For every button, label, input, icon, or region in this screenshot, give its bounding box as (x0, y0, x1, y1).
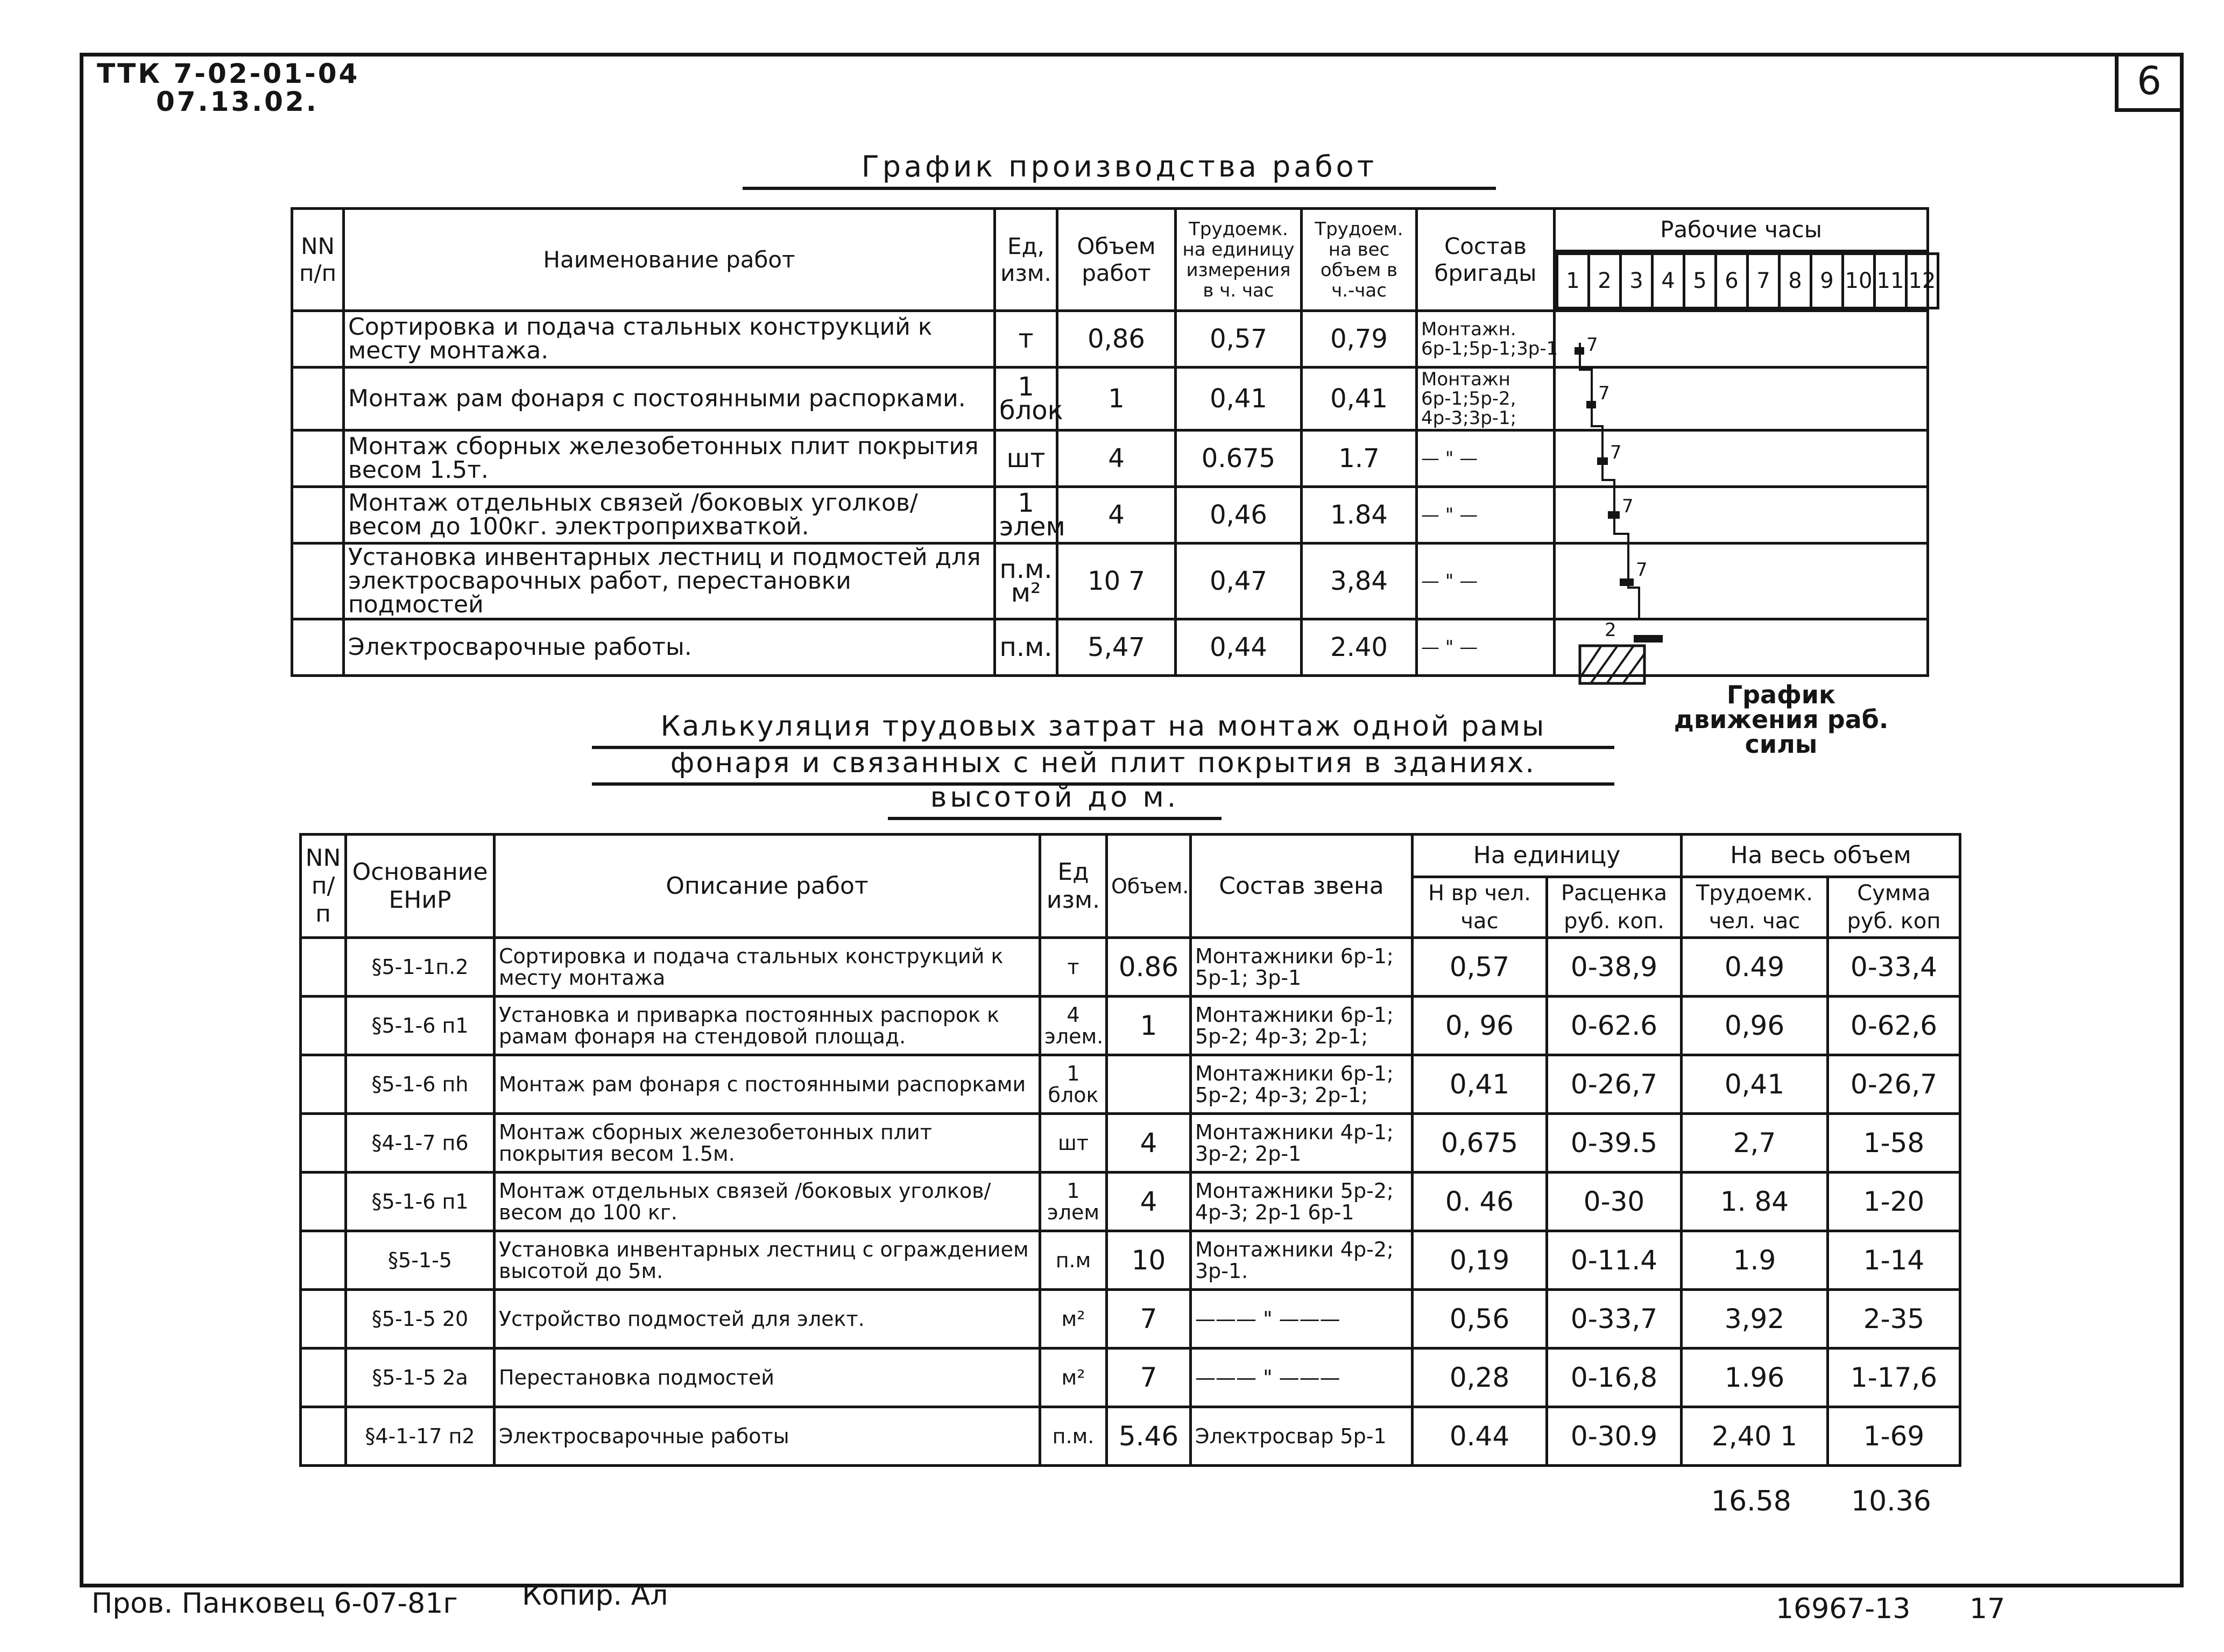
volume: 7 (1107, 1349, 1191, 1407)
calc-col-per-unit: На единицу (1413, 835, 1682, 877)
gantt-chart (1575, 319, 1926, 663)
unit: м² (1040, 1349, 1107, 1407)
hour-4: 4 (1653, 254, 1684, 308)
labor-total: 1.96 (1682, 1349, 1828, 1407)
volume (1107, 1055, 1191, 1114)
sum-total: 1-14 (1828, 1231, 1960, 1290)
unit: п.м. (1040, 1407, 1107, 1466)
schedule-title: График производства работ (743, 150, 1496, 190)
work-name: Электросварочные работы. (344, 619, 995, 676)
gantt-label-6: 2 (1605, 619, 1616, 641)
gantt-label-4: 7 (1622, 496, 1634, 517)
unit: 1 блок (995, 368, 1057, 430)
labor-per-unit: 0,46 (1176, 487, 1302, 543)
basis: §4-1-17 п2 (346, 1407, 495, 1466)
labor-per-unit: 0,41 (1176, 368, 1302, 430)
calc-row (301, 1055, 1960, 1114)
crew: Монтажн. 6р-1;5р-1;3р-1 (1417, 311, 1555, 368)
gantt-label-1: 7 (1586, 334, 1598, 356)
calc-title-3: высотой до м. (888, 781, 1222, 820)
work-name: Монтаж сборных железобетонных плит покрытия весом 1.5т. (344, 430, 995, 487)
col-volume: Объем работ (1057, 209, 1176, 311)
calc-table (299, 833, 1961, 1467)
volume: 1 (1107, 997, 1191, 1055)
crew: ——— " ——— (1191, 1290, 1413, 1349)
work-description: Установка и приварка постоянных распорок к рамам фонаря на стендовой площад. (495, 997, 1040, 1055)
crew: Монтажники 6р-1; 5р-2; 4р-3; 2р-1; (1191, 997, 1413, 1055)
calc-row (301, 997, 1960, 1055)
crew: Монтажники 5р-2; 4р-3; 2р-1 6р-1 (1191, 1173, 1413, 1231)
volume: 0,86 (1057, 311, 1176, 368)
crew: — " — (1417, 543, 1555, 619)
volume: 5.46 (1107, 1407, 1191, 1466)
rate: 0-38,9 (1547, 938, 1682, 997)
col-unit: Ед, изм. (995, 209, 1057, 311)
unit: шт (1040, 1114, 1107, 1173)
norm-time: 0,56 (1413, 1290, 1547, 1349)
volume: 4 (1057, 487, 1176, 543)
volume: 10 (1107, 1231, 1191, 1290)
col-hours: Рабочие часы (1555, 209, 1928, 251)
calc-col-rate: Расценка руб. коп. (1547, 877, 1682, 938)
volume: 5,47 (1057, 619, 1176, 676)
crew: Монтажники 4р-1; 3р-2; 2р-1 (1191, 1114, 1413, 1173)
rate: 0-39.5 (1547, 1114, 1682, 1173)
total-labor: 16.58 (1711, 1485, 1791, 1517)
unit: шт (995, 430, 1057, 487)
sum-total: 1-20 (1828, 1173, 1960, 1231)
calc-col-nn: NN п/п (301, 835, 346, 938)
row-number (301, 1407, 346, 1466)
labor-total: 0,96 (1682, 997, 1828, 1055)
unit: 1 блок (1040, 1055, 1107, 1114)
norm-time: 0,675 (1413, 1114, 1547, 1173)
norm-time: 0, 96 (1413, 997, 1547, 1055)
basis: §5-1-6 п1 (346, 1173, 495, 1231)
row-number (292, 487, 344, 543)
labor-total: 1.9 (1682, 1231, 1828, 1290)
crew: Монтажн 6р-1;5р-2, 4р-3;3р-1; (1417, 368, 1555, 430)
copied-signature: Копир. Ал (522, 1579, 668, 1612)
crew: Монтажники 6р-1; 5р-2; 4р-3; 2р-1; (1191, 1055, 1413, 1114)
work-description: Перестановка подмостей (495, 1349, 1040, 1407)
calc-row (301, 1173, 1960, 1231)
col-nn: NN п/п (292, 209, 344, 311)
gantt-label-5: 7 (1636, 559, 1648, 581)
labor-total: 2,7 (1682, 1114, 1828, 1173)
labor-total: 2,40 1 (1682, 1407, 1828, 1466)
calc-col-basis: Основание ЕНиР (346, 835, 495, 938)
hour-3: 3 (1621, 254, 1653, 308)
col-labor-total: Трудоем. на вес объем в ч.-час (1302, 209, 1417, 311)
rate: 0-16,8 (1547, 1349, 1682, 1407)
row-number (292, 619, 344, 676)
sheet-number: 6 (2115, 53, 2184, 112)
volume: 7 (1107, 1290, 1191, 1349)
calc-col-unit: Ед изм. (1040, 835, 1107, 938)
work-name: Установка инвентарных лестниц и подмостей для электросварочных работ, перестановки подмостей (344, 543, 995, 619)
unit: т (995, 311, 1057, 368)
volume: 4 (1107, 1114, 1191, 1173)
rate: 0-62.6 (1547, 997, 1682, 1055)
calc-row (301, 1290, 1960, 1349)
checked-signature: Пров. Панковец 6-07-81г (91, 1587, 458, 1620)
unit: 4 элем. (1040, 997, 1107, 1055)
row-number (301, 1114, 346, 1173)
hour-8: 8 (1780, 254, 1811, 308)
work-description: Монтаж сборных железобетонных плит покрытия весом 1.5м. (495, 1114, 1040, 1173)
calc-row (301, 1114, 1960, 1173)
labor-force-chart (1575, 635, 1671, 694)
basis: §5-1-5 (346, 1231, 495, 1290)
labor-per-unit: 0,47 (1176, 543, 1302, 619)
unit: 1 элем (1040, 1173, 1107, 1231)
doc-code: ТТК 7-02-01-04 (97, 58, 360, 89)
work-description: Установка инвентарных лестниц с ограждением высотой до 5м. (495, 1231, 1040, 1290)
norm-time: 0,28 (1413, 1349, 1547, 1407)
norm-time: 0.44 (1413, 1407, 1547, 1466)
norm-time: 0,41 (1413, 1055, 1547, 1114)
labor-per-unit: 0,57 (1176, 311, 1302, 368)
sum-total: 1-58 (1828, 1114, 1960, 1173)
calc-col-labor: Трудоемк. чел. час (1682, 877, 1828, 938)
labor-per-unit: 0.675 (1176, 430, 1302, 487)
hour-9: 9 (1811, 254, 1843, 308)
labor-total: 1.84 (1302, 487, 1417, 543)
row-number (292, 430, 344, 487)
basis: §4-1-7 п6 (346, 1114, 495, 1173)
hour-12: 12 (1907, 254, 1938, 308)
rate: 0-11.4 (1547, 1231, 1682, 1290)
rate: 0-33,7 (1547, 1290, 1682, 1349)
page-number: 17 (1969, 1593, 2006, 1625)
basis: §5-1-6 пh (346, 1055, 495, 1114)
total-sum: 10.36 (1851, 1485, 1931, 1517)
crew: Электросвар 5р-1 (1191, 1407, 1413, 1466)
rate: 0-30.9 (1547, 1407, 1682, 1466)
calc-col-desc: Описание работ (495, 835, 1040, 938)
row-number (301, 1290, 346, 1349)
labor-per-unit: 0,44 (1176, 619, 1302, 676)
calc-col-crew: Состав звена (1191, 835, 1413, 938)
crew: Монтажники 6р-1; 5р-1; 3р-1 (1191, 938, 1413, 997)
labor-total: 0,41 (1682, 1055, 1828, 1114)
sum-total: 1-17,6 (1828, 1349, 1960, 1407)
calc-row (301, 1231, 1960, 1290)
calc-row (301, 1349, 1960, 1407)
row-number (301, 1349, 346, 1407)
row-number (292, 368, 344, 430)
basis: §5-1-1п.2 (346, 938, 495, 997)
volume: 4 (1057, 430, 1176, 487)
hour-11: 11 (1875, 254, 1907, 308)
norm-time: 0,57 (1413, 938, 1547, 997)
doc-date: 07.13.02. (156, 86, 319, 117)
work-description: Монтаж рам фонаря с постоянными распорками (495, 1055, 1040, 1114)
basis: §5-1-6 п1 (346, 997, 495, 1055)
unit: п.м. (995, 619, 1057, 676)
crew: ——— " ——— (1191, 1349, 1413, 1407)
calc-title-2: фонаря и связанных с ней плит покрытия в зданиях. (592, 747, 1614, 786)
volume: 10 7 (1057, 543, 1176, 619)
col-name: Наименование работ (344, 209, 995, 311)
calc-title-1: Калькуляция трудовых затрат на монтаж одной рамы (592, 710, 1614, 749)
unit: п.м (1040, 1231, 1107, 1290)
calc-row (301, 1407, 1960, 1466)
basis: §5-1-5 20 (346, 1290, 495, 1349)
row-number (292, 543, 344, 619)
crew: Монтажники 4р-2; 3р-1. (1191, 1231, 1413, 1290)
row-number (301, 938, 346, 997)
calc-col-per-total: На весь объем (1682, 835, 1960, 877)
row-number (301, 1173, 346, 1231)
labor-total: 1.7 (1302, 430, 1417, 487)
row-number (301, 1055, 346, 1114)
col-crew: Состав бригады (1417, 209, 1555, 311)
labor-chart-caption: График движения раб. силы (1674, 680, 1889, 759)
calc-col-sum: Сумма руб. коп (1828, 877, 1960, 938)
hour-7: 7 (1748, 254, 1780, 308)
hour-2: 2 (1589, 254, 1621, 308)
work-description: Электросварочные работы (495, 1407, 1040, 1466)
work-description: Устройство подмостей для элект. (495, 1290, 1040, 1349)
basis: §5-1-5 2а (346, 1349, 495, 1407)
row-number (301, 997, 346, 1055)
unit: п.м. м² (995, 543, 1057, 619)
norm-time: 0,19 (1413, 1231, 1547, 1290)
hour-1: 1 (1557, 254, 1589, 308)
work-name: Монтаж рам фонаря с постоянными распорками. (344, 368, 995, 430)
row-number (292, 311, 344, 368)
crew: — " — (1417, 619, 1555, 676)
col-labor-unit: Трудоемк. на единицу измерения в ч. час (1176, 209, 1302, 311)
gantt-label-2: 7 (1598, 383, 1610, 404)
hour-10: 10 (1843, 254, 1875, 308)
labor-total: 3,84 (1302, 543, 1417, 619)
calc-col-volume: Объем. (1107, 835, 1191, 938)
rate: 0-26,7 (1547, 1055, 1682, 1114)
calc-row (301, 938, 1960, 997)
labor-total: 3,92 (1682, 1290, 1828, 1349)
work-name: Сортировка и подача стальных конструкций к месту монтажа. (344, 311, 995, 368)
row-number (301, 1231, 346, 1290)
unit: т (1040, 938, 1107, 997)
labor-total: 0,41 (1302, 368, 1417, 430)
labor-total: 0.49 (1682, 938, 1828, 997)
labor-total: 1. 84 (1682, 1173, 1828, 1231)
rate: 0-30 (1547, 1173, 1682, 1231)
doc-number: 16967-13 (1776, 1593, 1911, 1625)
sum-total: 1-69 (1828, 1407, 1960, 1466)
volume: 1 (1057, 368, 1176, 430)
calc-col-nvr: Н вр чел. час (1413, 877, 1547, 938)
work-name: Монтаж отдельных связей /боковых уголков/весом до 100кг. электроприхваткой. (344, 487, 995, 543)
work-description: Монтаж отдельных связей /боковых уголков/ весом до 100 кг. (495, 1173, 1040, 1231)
unit: 1 элем (995, 487, 1057, 543)
sum-total: 0-26,7 (1828, 1055, 1960, 1114)
volume: 0.86 (1107, 938, 1191, 997)
norm-time: 0. 46 (1413, 1173, 1547, 1231)
labor-total: 0,79 (1302, 311, 1417, 368)
sum-total: 2-35 (1828, 1290, 1960, 1349)
sum-total: 0-33,4 (1828, 938, 1960, 997)
crew: — " — (1417, 430, 1555, 487)
gantt-label-3: 7 (1610, 442, 1622, 463)
sum-total: 0-62,6 (1828, 997, 1960, 1055)
unit: м² (1040, 1290, 1107, 1349)
hour-scale (1555, 251, 1936, 311)
labor-total: 2.40 (1302, 619, 1417, 676)
hour-6: 6 (1716, 254, 1748, 308)
crew: — " — (1417, 487, 1555, 543)
hour-5: 5 (1684, 254, 1716, 308)
volume: 4 (1107, 1173, 1191, 1231)
work-description: Сортировка и подача стальных конструкций к месту монтажа (495, 938, 1040, 997)
